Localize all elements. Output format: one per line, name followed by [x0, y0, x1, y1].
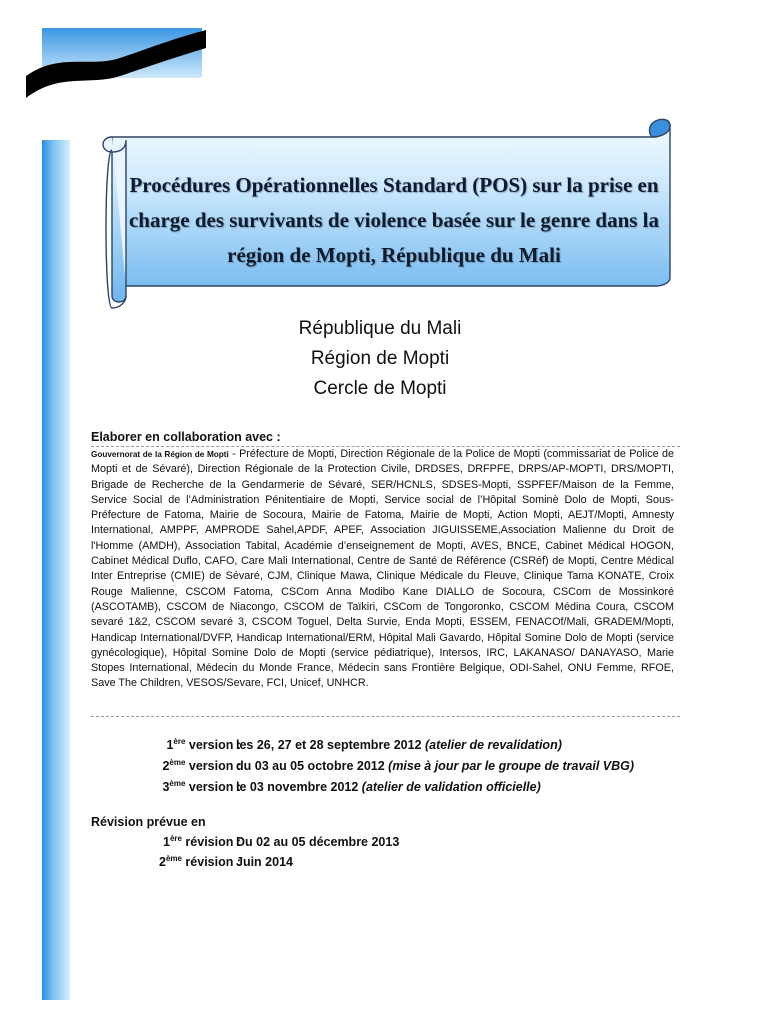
- collaboration-list: - Préfecture de Mopti, Direction Régionale de la Police de Mopti (commissariat de Police de Mopti et de Sévaré), Direction Régionale de la Protection Civile, DRDSES, DRFPFE, DRPS/AP-MOPTI, DRS/MOPTI, Brigade de Recherche de la Gendarmerie de Sévaré, SER/HCNLS, SDSES-Mopti, SSPFEF/Maison de la Femme, Service Social de l’Administration Pénitentiaire de Mopti, Service social de l’Hôpital Sominè Dolo de Mopti, Sous-Préfecture de Fatoma, Mairie de Socoura, Mairie de Fatoma, Mairie de Mopti, Action Mopti, AEJT/Mopti, Amnesty International, AMPPF, AMPRODE Sahel,APDF, APEF, Association JIGUISSEME,Association Malienne du Droit de l'Homme (AMDH), Association Tabital, Académie d’enseignement de Mopti, AVES, BNCE, Cabinet Médical HOGON, Cabinet Médical Duflo, CAFO, Care Mali International, Centre de Santé de Référence (CSRéf) de Mopti, Centre Médical Inter Entreprise (CMIE) de Sévaré, CJM, Clinique Mawa, Clinique Médicale du Fleuve, Clinique Tama KONATE, Croix Rouge Malienne, CSCOM Fatoma, CSCom Anna Modibo Kane DIALLO de Socoura, CSCom de Mossinkoré (ASCOTAMB), CSCOM de Niacongo, CSCOM de Taïkiri, CSCom de Tongoronko, CSCOM Médina Coura, CSCOM sevaré 1&2, CSCOM sevaré 3, CSCOM Toguel, Delta Survie, Enda Mopti, ESSEM, FENACOf/Mali, GRADEM/Mopti, Handicap International/DVFP, Handicap International/ERM, Hôpital Mali Gavardo, Hôpital Somine Dolo de Mopti (service gynécologique), Hôpital Somine Dolo de Mopti (service pédiatrique), Intersos, IRC, LAKANASO/ DANAYASO, Marie Stopes International, Médecin du Monde France, Médecin sans Frontière Belgique, ODI-Sahel, ONU Femme, RFOE, Save The Children, VESOS/Sevare, FCI, Unicef, UNHCR.: [91, 448, 674, 690]
- divider-bottom: [91, 716, 680, 717]
- revision-dates: Du 02 au 05 décembre 2013: [236, 835, 400, 849]
- version-label: 2ème version :: [162, 758, 241, 773]
- country-heading: République du Mali: [298, 318, 462, 339]
- region-heading: Région de Mopti: [310, 348, 450, 369]
- document-title: Procédures Opérationnelles Standard (POS) sur la prise en charge des survivants de violence basée sur le genre dans la région de Mopti, République du Mali: [128, 173, 660, 267]
- collaboration-paragraph: [91, 447, 674, 692]
- revision-label: 2ème révision :: [158, 854, 241, 869]
- version-dates: du 03 au 05 octobre 2012 (mise à jour par le groupe de travail VBG): [236, 759, 635, 773]
- heading-block: [180, 314, 580, 404]
- version-dates: le 03 novembre 2012 (atelier de validation officielle): [236, 780, 541, 794]
- collaboration-label: Elaborer en collaboration avec :: [91, 430, 281, 444]
- version-dates: les 26, 27 et 28 septembre 2012 (atelier de revalidation): [236, 738, 562, 752]
- version-label: 3ème version :: [162, 779, 241, 794]
- cercle-heading: Cercle de Mopti: [313, 378, 447, 399]
- version-row: [91, 759, 711, 779]
- revision-dates: Juin 2014: [236, 855, 293, 869]
- revision-row: [91, 835, 711, 855]
- revision-row: [91, 855, 711, 875]
- version-row: [91, 780, 711, 800]
- version-label: 1ère version :: [166, 737, 241, 752]
- revision-label: 1ère révision :: [162, 834, 241, 849]
- collaboration-lead: Gouvernorat de la Région de Mopti: [91, 450, 229, 459]
- revision-title: Révision prévue en: [91, 815, 206, 829]
- version-row: [91, 738, 711, 758]
